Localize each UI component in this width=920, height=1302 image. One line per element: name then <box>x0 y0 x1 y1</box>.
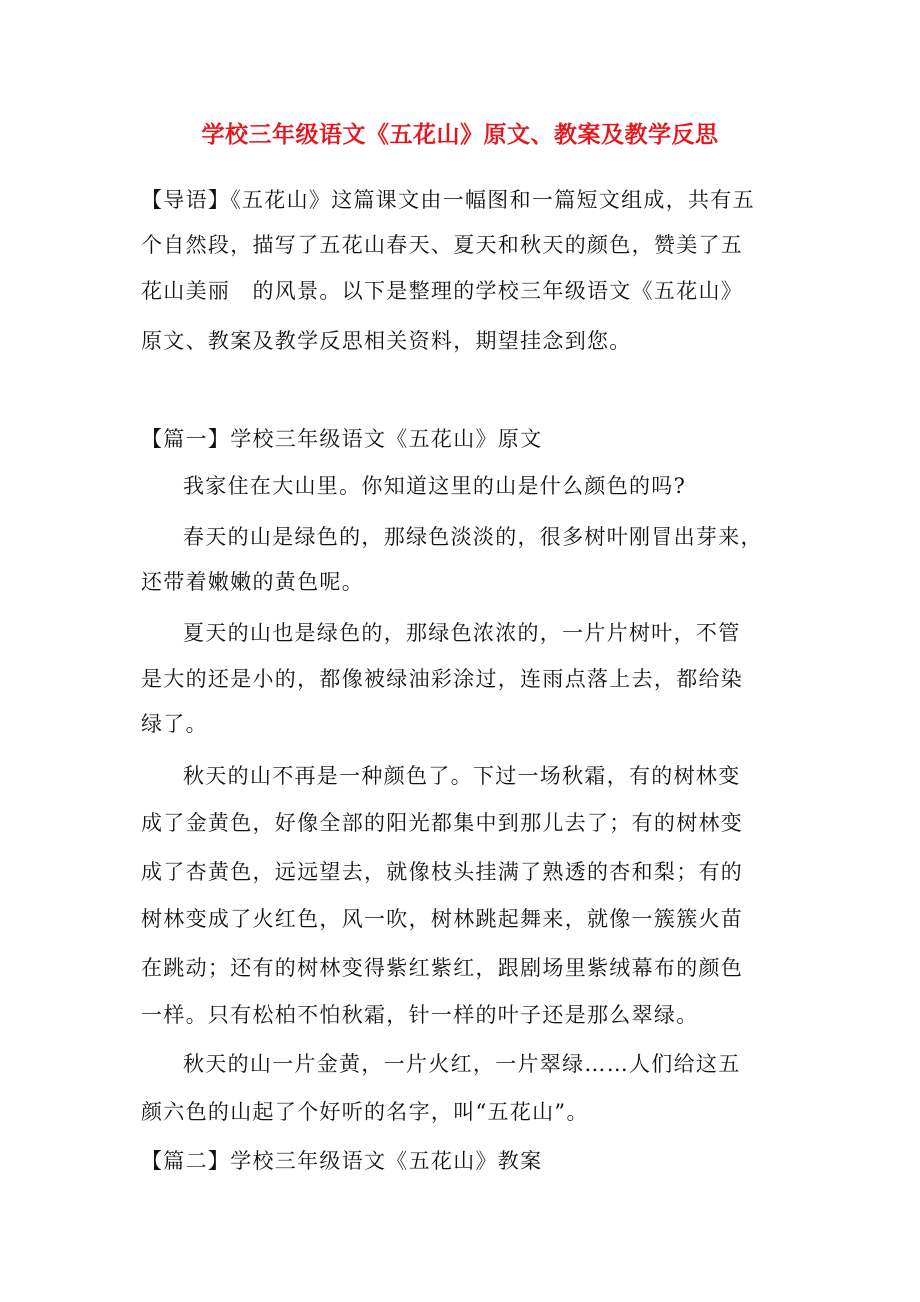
intro-line-4: 原文、教案及教学反思相关资料，期望挂念到您。 <box>141 329 632 353</box>
document-title: 学校三年级语文《五花山》原文、教案及教学反思 <box>201 122 719 148</box>
section1-para4-line3: 成了杏黄色，远远望去，就像枝头挂满了熟透的杏和梨；有的 <box>141 860 744 884</box>
intro-line-3: 花山美丽 的风景。以下是整理的学校三年级语文《五花山》 <box>141 279 744 303</box>
section1-para1-line1: 我家住在大山里。你知道这里的山是什么颜色的吗? <box>183 474 687 498</box>
section1-para3-line2: 是大的还是小的，都像被绿油彩涂过，连雨点落上去，都给染 <box>141 667 744 691</box>
section1-heading: 【篇一】学校三年级语文《五花山》原文 <box>141 427 543 451</box>
section2-heading: 【篇二】学校三年级语文《五花山》教案 <box>141 1149 543 1173</box>
section1-para2-line2: 还带着嫩嫩的黄色呢。 <box>141 570 364 594</box>
section1-para3-line3: 绿了。 <box>141 712 208 736</box>
section1-para2-line1: 春天的山是绿色的，那绿色淡淡的，很多树叶刚冒出芽来， <box>183 525 763 549</box>
section1-para4-line2: 成了金黄色，好像全部的阳光都集中到那儿去了；有的树林变 <box>141 811 744 835</box>
section1-para4-line5: 在跳动；还有的树林变得紫红紫红，跟剧场里紫绒幕布的颜色 <box>141 956 744 980</box>
section1-para3-line1: 夏天的山也是绿色的，那绿色浓浓的，一片片树叶，不管 <box>183 621 741 645</box>
section1-para4-line6: 一样。只有松柏不怕秋霜，针一样的叶子还是那么翠绿。 <box>141 1003 699 1027</box>
section1-para5-line1: 秋天的山一片金黄，一片火红，一片翠绿……人们给这五 <box>183 1052 741 1076</box>
section1-para4-line1: 秋天的山不再是一种颜色了。下过一场秋霜，有的树林变 <box>183 764 741 788</box>
intro-line-2: 个自然段，描写了五花山春天、夏天和秋天的颜色，赞美了五 <box>141 233 744 257</box>
section1-para4-line4: 树林变成了火红色，风一吹，树林跳起舞来，就像一簇簇火苗 <box>141 907 744 931</box>
intro-line-1: 【导语】《五花山》这篇课文由一幅图和一篇短文组成，共有五 <box>141 188 755 212</box>
section1-para5-line2: 颜六色的山起了个好听的名字，叫“五花山”。 <box>141 1100 589 1124</box>
